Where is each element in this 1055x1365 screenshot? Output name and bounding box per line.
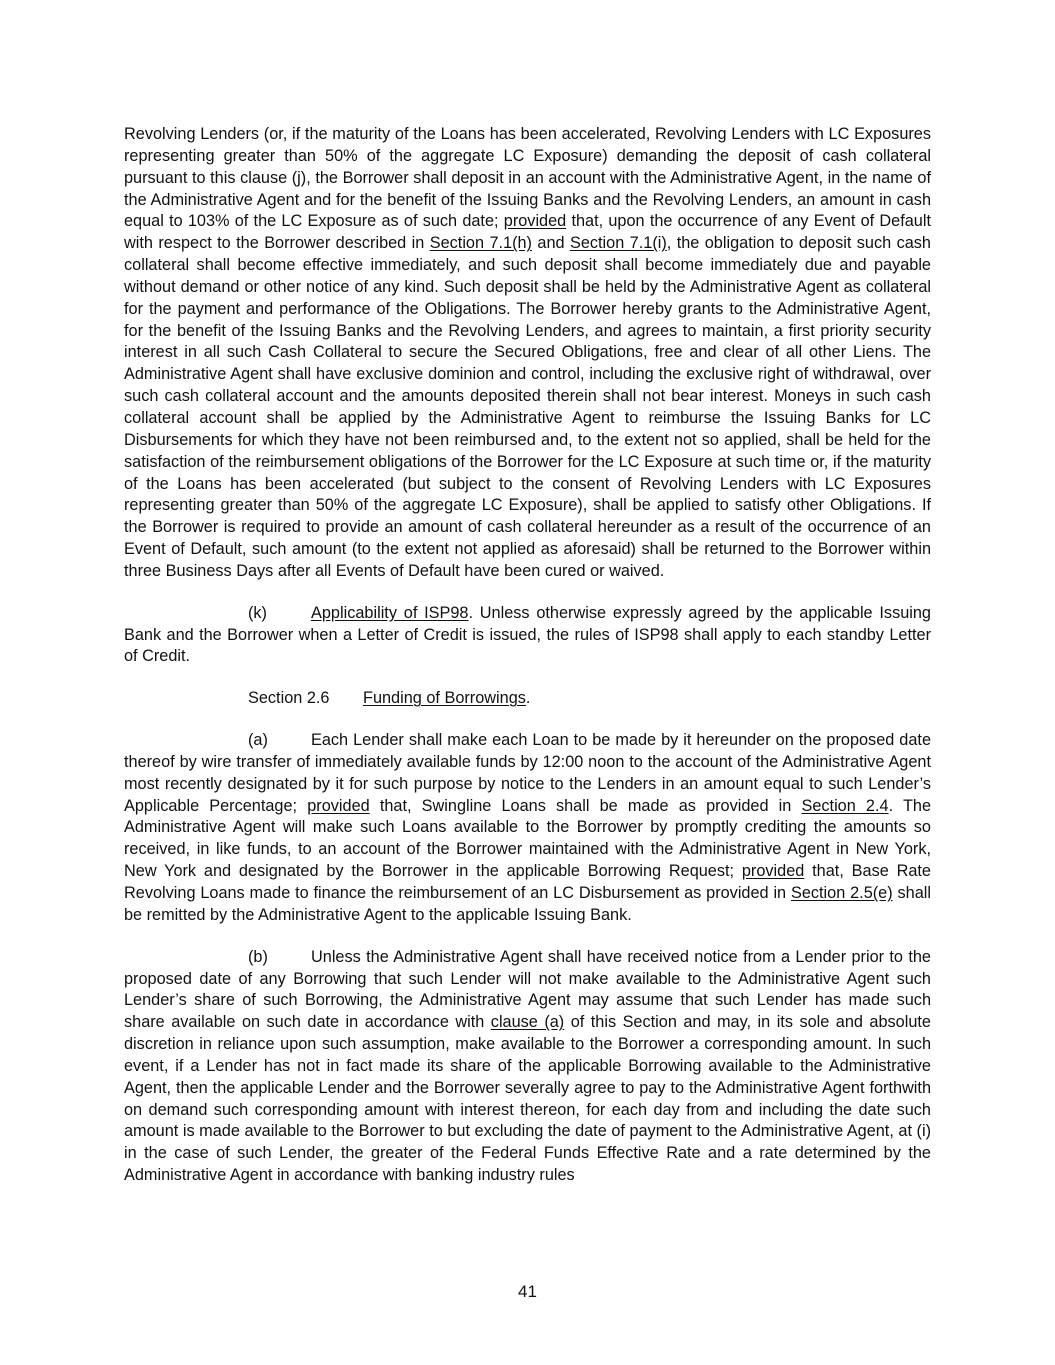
section-reference: Section 2.4	[801, 796, 889, 815]
clause-heading: Applicability of ISP98	[311, 603, 469, 622]
text-run: and	[531, 234, 570, 253]
document-body	[124, 124, 931, 1187]
clause-label: (b)	[248, 947, 268, 966]
section-title: Funding of Borrowings	[363, 689, 526, 708]
section-heading	[124, 688, 931, 710]
page-number: 41	[518, 1282, 537, 1301]
section-reference: Section 7.1(h)	[429, 234, 532, 253]
clause-label: (a)	[248, 731, 268, 750]
text-run: that, upon the occurrence of any Event of Default with respect to the Borrower described in	[124, 212, 931, 253]
text-run: Revolving Lenders (or, if the maturity of the Loans has been accelerated, Revolving Lenders with LC Exposures representing greater than 50% of the aggregate LC Exposure) demanding the deposit of cash collateral pursuant to this clause (j), the Borrower shall deposit in an account with the Administrative Agent, in the name of the Administrative Agent and for the benefit of the Issuing Banks and the Revolving Lenders, an amount in cash equal to 103% of the LC Exposure as of such date;	[124, 125, 931, 231]
text-run: of this Section and may, in its sole and absolute discretion in reliance upon such assumption, make available to the Borrower a corresponding amount. In such event, if a Lender has not in fact made its share of the applicable Borrowing available to the Administrative Agent, then the applicable Lender and the Borrower severally agree to pay to the Administrative Agent forthwith on demand such corresponding amount with interest thereon, for each day from and including the date such amount is made available to the Borrower to but excluding the date of payment to the Administrative Agent, at (i) in the case of such Lender, the greater of the Federal Funds Effective Rate and a rate determined by the Administrative Agent in accordance with banking industry rules	[124, 1013, 931, 1185]
paragraph-a-funding	[124, 730, 931, 927]
section-number: Section 2.6	[248, 689, 330, 708]
defined-term-provided: provided	[503, 212, 567, 231]
text-run: . The Administrative Agent will make such Loans available to the Borrower by promptly crediting the amounts so received, in like funds, to an account of the Borrower maintained with the Administrative Agent in New York, New York and designated by the Borrower in the applicable Borrowing Request;	[124, 796, 932, 881]
text-run: that, Swingline Loans shall be made as provided in	[369, 796, 802, 815]
section-reference: Section 7.1(i)	[569, 234, 667, 253]
defined-term-provided: provided	[741, 862, 805, 881]
text-run: .	[525, 689, 531, 708]
text-run: Each Lender shall make each Loan to be made by it hereunder on the proposed date thereof by wire transfer of immediately available funds by 12:00 noon to the account of the Administrative Agent most recently designated by it for such purpose by notice to the Lenders in an amount equal to such Lender’s Applicable Percentage;	[124, 731, 931, 815]
paragraph-k-isp98	[124, 603, 931, 669]
text-run: Unless the Administrative Agent shall have received notice from a Lender prior to the proposed date of any Borrowing that such Lender will not make available to the Administrative Agent such Lender’s share of such Borrowing, the Administrative Agent may assume that such Lender has made such share available on such date in accordance with	[124, 947, 931, 1032]
text-run: shall be remitted by the Administrative Agent to the applicable Issuing Bank.	[124, 884, 931, 924]
text-run: , the obligation to deposit such cash collateral shall become effective immediately, and such deposit shall become immediately due and payable without demand or other notice of any kind. Such deposit shall be held by the Administrative Agent as collateral for the payment and performance of the Obligations. The Borrower hereby grants to the Administrative Agent, for the benefit of the Issuing Banks and the Revolving Lenders, and agrees to maintain, a first priority security interest in all such Cash Collateral to secure the Secured Obligations, free and clear of all other Liens. The Administrative Agent shall have exclusive dominion and control, including the exclusive right of withdrawal, over such cash collateral account and the amounts deposited therein shall not bear interest. Moneys in such cash collateral account shall be applied by the Administrative Agent to reimburse the Issuing Banks for LC Disbursements for which they have not been reimbursed and, to the extent not so applied, shall be held for the satisfaction of the reimbursement obligations of the Borrower for the LC Exposure at such time or, if the maturity of the Loans has been accelerated (but subject to the consent of Revolving Lenders with LC Exposures representing greater than 50% of the aggregate LC Exposure), shall be applied to satisfy other Obligations. If the Borrower is required to provide an amount of cash collateral hereunder as a result of the occurrence of an Event of Default, such amount (to the extent not applied as aforesaid) shall be returned to the Borrower within three Business Days after all Events of Default have been cured or waived.	[124, 234, 931, 580]
paragraph-cash-collateral	[124, 124, 931, 583]
defined-term-provided: provided	[307, 796, 370, 815]
text-run: that, Base Rate Revolving Loans made to finance the reimbursement of an LC Disbursement as provided in	[124, 862, 931, 902]
text-run: . Unless otherwise expressly agreed by the applicable Issuing Bank and the Borrower when a Letter of Credit is issued, the rules of ISP98 shall apply to each standby Letter of Credit.	[124, 603, 931, 666]
clause-label: (k)	[248, 603, 267, 622]
clause-reference: clause (a)	[490, 1013, 565, 1032]
section-reference: Section 2.5(e)	[790, 884, 893, 902]
paragraph-b-notice	[124, 947, 931, 1187]
